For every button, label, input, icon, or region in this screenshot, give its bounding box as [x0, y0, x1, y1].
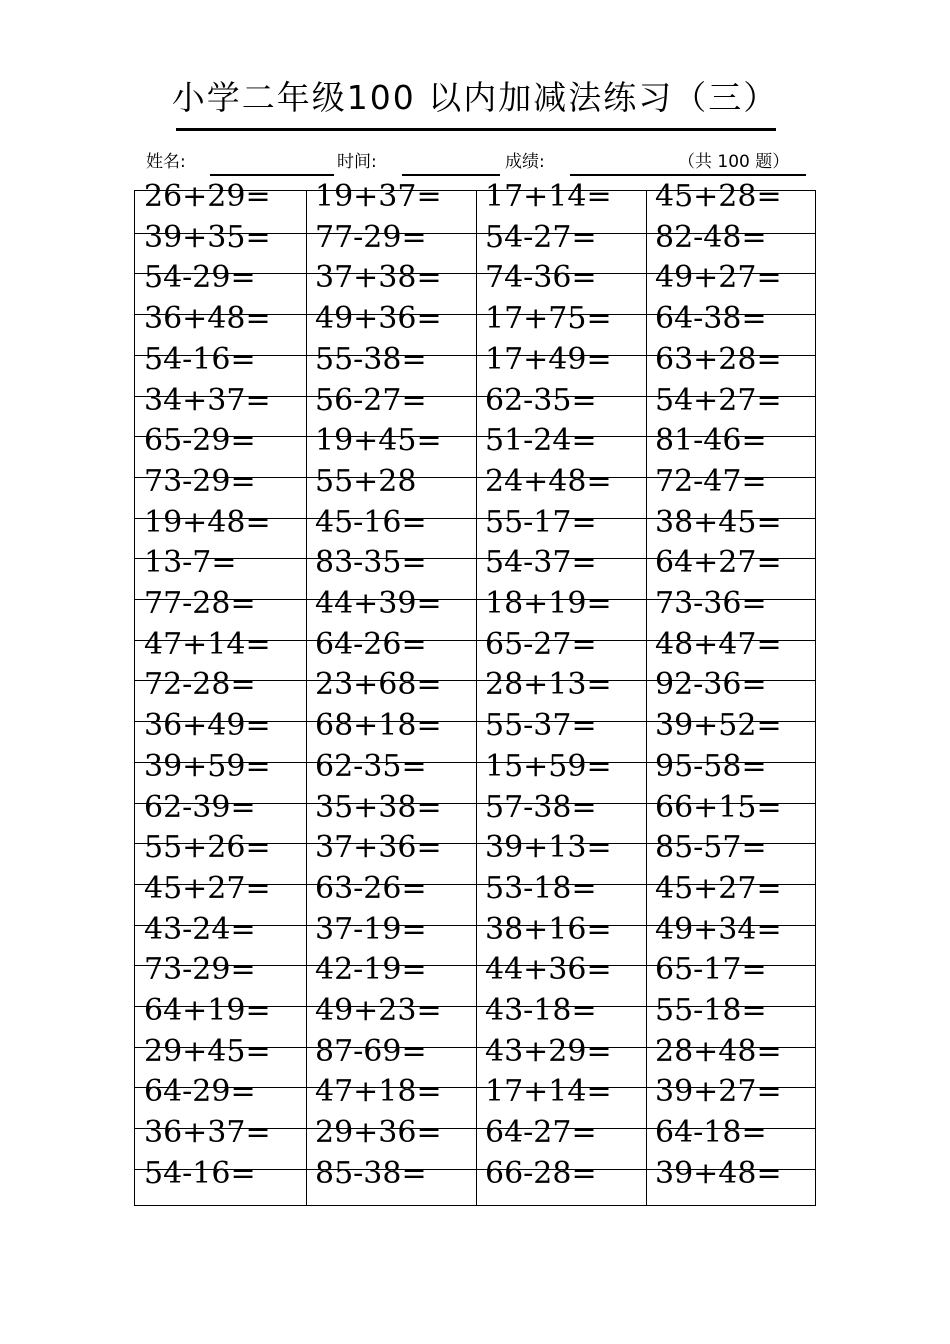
- title-underline: [176, 128, 776, 131]
- problem-cell: 57-38=: [485, 789, 597, 825]
- problem-cell: 64+27=: [655, 545, 782, 581]
- problem-cell: 23+68=: [315, 667, 442, 703]
- problem-cell: 62-39=: [144, 789, 256, 825]
- problem-cell: 64+19=: [144, 993, 271, 1028]
- problem-cell: 13-7=: [144, 545, 237, 581]
- problem-cell: 92-36=: [655, 667, 767, 703]
- problem-cell: 19+37=: [315, 179, 442, 214]
- problem-cell: 54+27=: [655, 382, 782, 418]
- problem-cell: 19+48=: [144, 504, 271, 540]
- time-blank[interactable]: [402, 174, 500, 176]
- problem-cell: 51-24=: [485, 423, 597, 459]
- time-label: 时间:: [337, 152, 377, 172]
- problem-cell: 29+45=: [144, 1033, 271, 1069]
- problem-cell: 64-27=: [485, 1115, 597, 1151]
- problem-cell: 55+26=: [144, 830, 271, 866]
- problem-cell: 83-35=: [315, 545, 427, 581]
- name-blank[interactable]: [210, 174, 334, 176]
- problem-cell: 65-29=: [144, 423, 256, 459]
- problem-cell: 82-48=: [655, 219, 767, 255]
- problem-cell: 63-26=: [315, 870, 427, 906]
- problem-cell: 55-38=: [315, 341, 427, 377]
- problem-cell: 55-37=: [485, 708, 597, 744]
- problem-cell: 17+75=: [485, 301, 612, 337]
- problem-cell: 39+52=: [655, 708, 782, 744]
- problem-cell: 74-36=: [485, 260, 597, 296]
- problem-cell: 73-29=: [144, 952, 256, 988]
- problem-cell: 64-38=: [655, 301, 767, 337]
- problem-cell: 55+28: [315, 463, 417, 499]
- name-label: 姓名:: [146, 152, 186, 172]
- problem-cell: 36+37=: [144, 1115, 271, 1151]
- problem-cell: 39+27=: [655, 1074, 782, 1110]
- problem-cell: 44+36=: [485, 952, 612, 988]
- problem-cell: 53-18=: [485, 870, 597, 906]
- problem-cell: 49+27=: [655, 260, 782, 296]
- problem-cell: 37-19=: [315, 911, 427, 947]
- problem-cell: 66-28=: [485, 1155, 597, 1191]
- problem-cell: 48+47=: [655, 626, 782, 662]
- problem-cell: 62-35=: [485, 382, 597, 418]
- problem-cell: 64-18=: [655, 1115, 767, 1151]
- problem-cell: 73-36=: [655, 586, 767, 621]
- problem-cell: 43-18=: [485, 993, 597, 1028]
- problem-cell: 72-28=: [144, 667, 256, 703]
- problem-cell: 42-19=: [315, 952, 427, 988]
- problem-cell: 29+36=: [315, 1115, 442, 1151]
- problem-cell: 72-47=: [655, 463, 767, 499]
- problem-cell: 81-46=: [655, 423, 767, 459]
- problem-cell: 54-29=: [144, 260, 256, 296]
- column-divider: [306, 191, 307, 1205]
- score-label: 成绩:: [505, 152, 545, 172]
- problem-cell: 65-17=: [655, 952, 767, 988]
- problem-cell: 65-27=: [485, 626, 597, 662]
- problem-cell: 26+29=: [144, 179, 271, 214]
- problem-cell: 38+16=: [485, 911, 612, 947]
- problem-cell: 54-27=: [485, 219, 597, 255]
- problem-cell: 15+59=: [485, 748, 612, 784]
- problem-cell: 55-17=: [485, 504, 597, 540]
- total-note: （共 100 题）: [678, 152, 790, 172]
- problem-cell: 63+28=: [655, 341, 782, 377]
- problem-cell: 95-58=: [655, 748, 767, 784]
- problem-cell: 47+18=: [315, 1074, 442, 1110]
- problem-cell: 35+38=: [315, 789, 442, 825]
- problem-cell: 39+59=: [144, 748, 271, 784]
- problem-cell: 38+45=: [655, 504, 782, 540]
- problem-cell: 24+48=: [485, 463, 612, 499]
- problem-cell: 18+19=: [485, 586, 612, 621]
- problem-cell: 77-29=: [315, 219, 427, 255]
- problem-cell: 39+35=: [144, 219, 271, 255]
- problem-cell: 44+39=: [315, 586, 442, 621]
- problem-cell: 17+49=: [485, 341, 612, 377]
- problem-cell: 17+14=: [485, 1074, 612, 1110]
- problem-cell: 37+36=: [315, 830, 442, 866]
- problem-cell: 55-18=: [655, 993, 767, 1028]
- problem-cell: 39+48=: [655, 1155, 782, 1191]
- problem-cell: 54-37=: [485, 545, 597, 581]
- problem-cell: 19+45=: [315, 423, 442, 459]
- column-divider: [646, 191, 647, 1205]
- problem-cell: 73-29=: [144, 463, 256, 499]
- problem-cell: 49+34=: [655, 911, 782, 947]
- problem-cell: 64-26=: [315, 626, 427, 662]
- problem-cell: 28+48=: [655, 1033, 782, 1069]
- problem-grid: [134, 179, 816, 1206]
- problem-cell: 54-16=: [144, 1155, 256, 1191]
- problem-cell: 39+13=: [485, 830, 612, 866]
- problem-cell: 66+15=: [655, 789, 782, 825]
- problem-cell: 77-28=: [144, 586, 256, 621]
- problem-cell: 17+14=: [485, 179, 612, 214]
- problem-cell: 68+18=: [315, 708, 442, 744]
- page-title: 小学二年级100 以内加减法练习（三）: [171, 78, 779, 117]
- problem-cell: 37+38=: [315, 260, 442, 296]
- problem-cell: 45+27=: [144, 870, 271, 906]
- problem-cell: 34+37=: [144, 382, 271, 418]
- problem-cell: 87-69=: [315, 1033, 427, 1069]
- problem-cell: 43+29=: [485, 1033, 612, 1069]
- problem-cell: 45-16=: [315, 504, 427, 540]
- problem-cell: 45+27=: [655, 870, 782, 906]
- problem-cell: 56-27=: [315, 382, 427, 418]
- problem-cell: 36+49=: [144, 708, 271, 744]
- problem-cell: 85-38=: [315, 1155, 427, 1191]
- problem-cell: 62-35=: [315, 748, 427, 784]
- problem-cell: 36+48=: [144, 301, 271, 337]
- problem-cell: 49+36=: [315, 301, 442, 337]
- problem-cell: 54-16=: [144, 341, 256, 377]
- problem-cell: 47+14=: [144, 626, 271, 662]
- problem-cell: 45+28=: [655, 179, 782, 214]
- problem-cell: 85-57=: [655, 830, 767, 866]
- problem-cell: 28+13=: [485, 667, 612, 703]
- problem-cell: 64-29=: [144, 1074, 256, 1110]
- problem-cell: 43-24=: [144, 911, 256, 947]
- problem-cell: 49+23=: [315, 993, 442, 1028]
- column-divider: [476, 191, 477, 1205]
